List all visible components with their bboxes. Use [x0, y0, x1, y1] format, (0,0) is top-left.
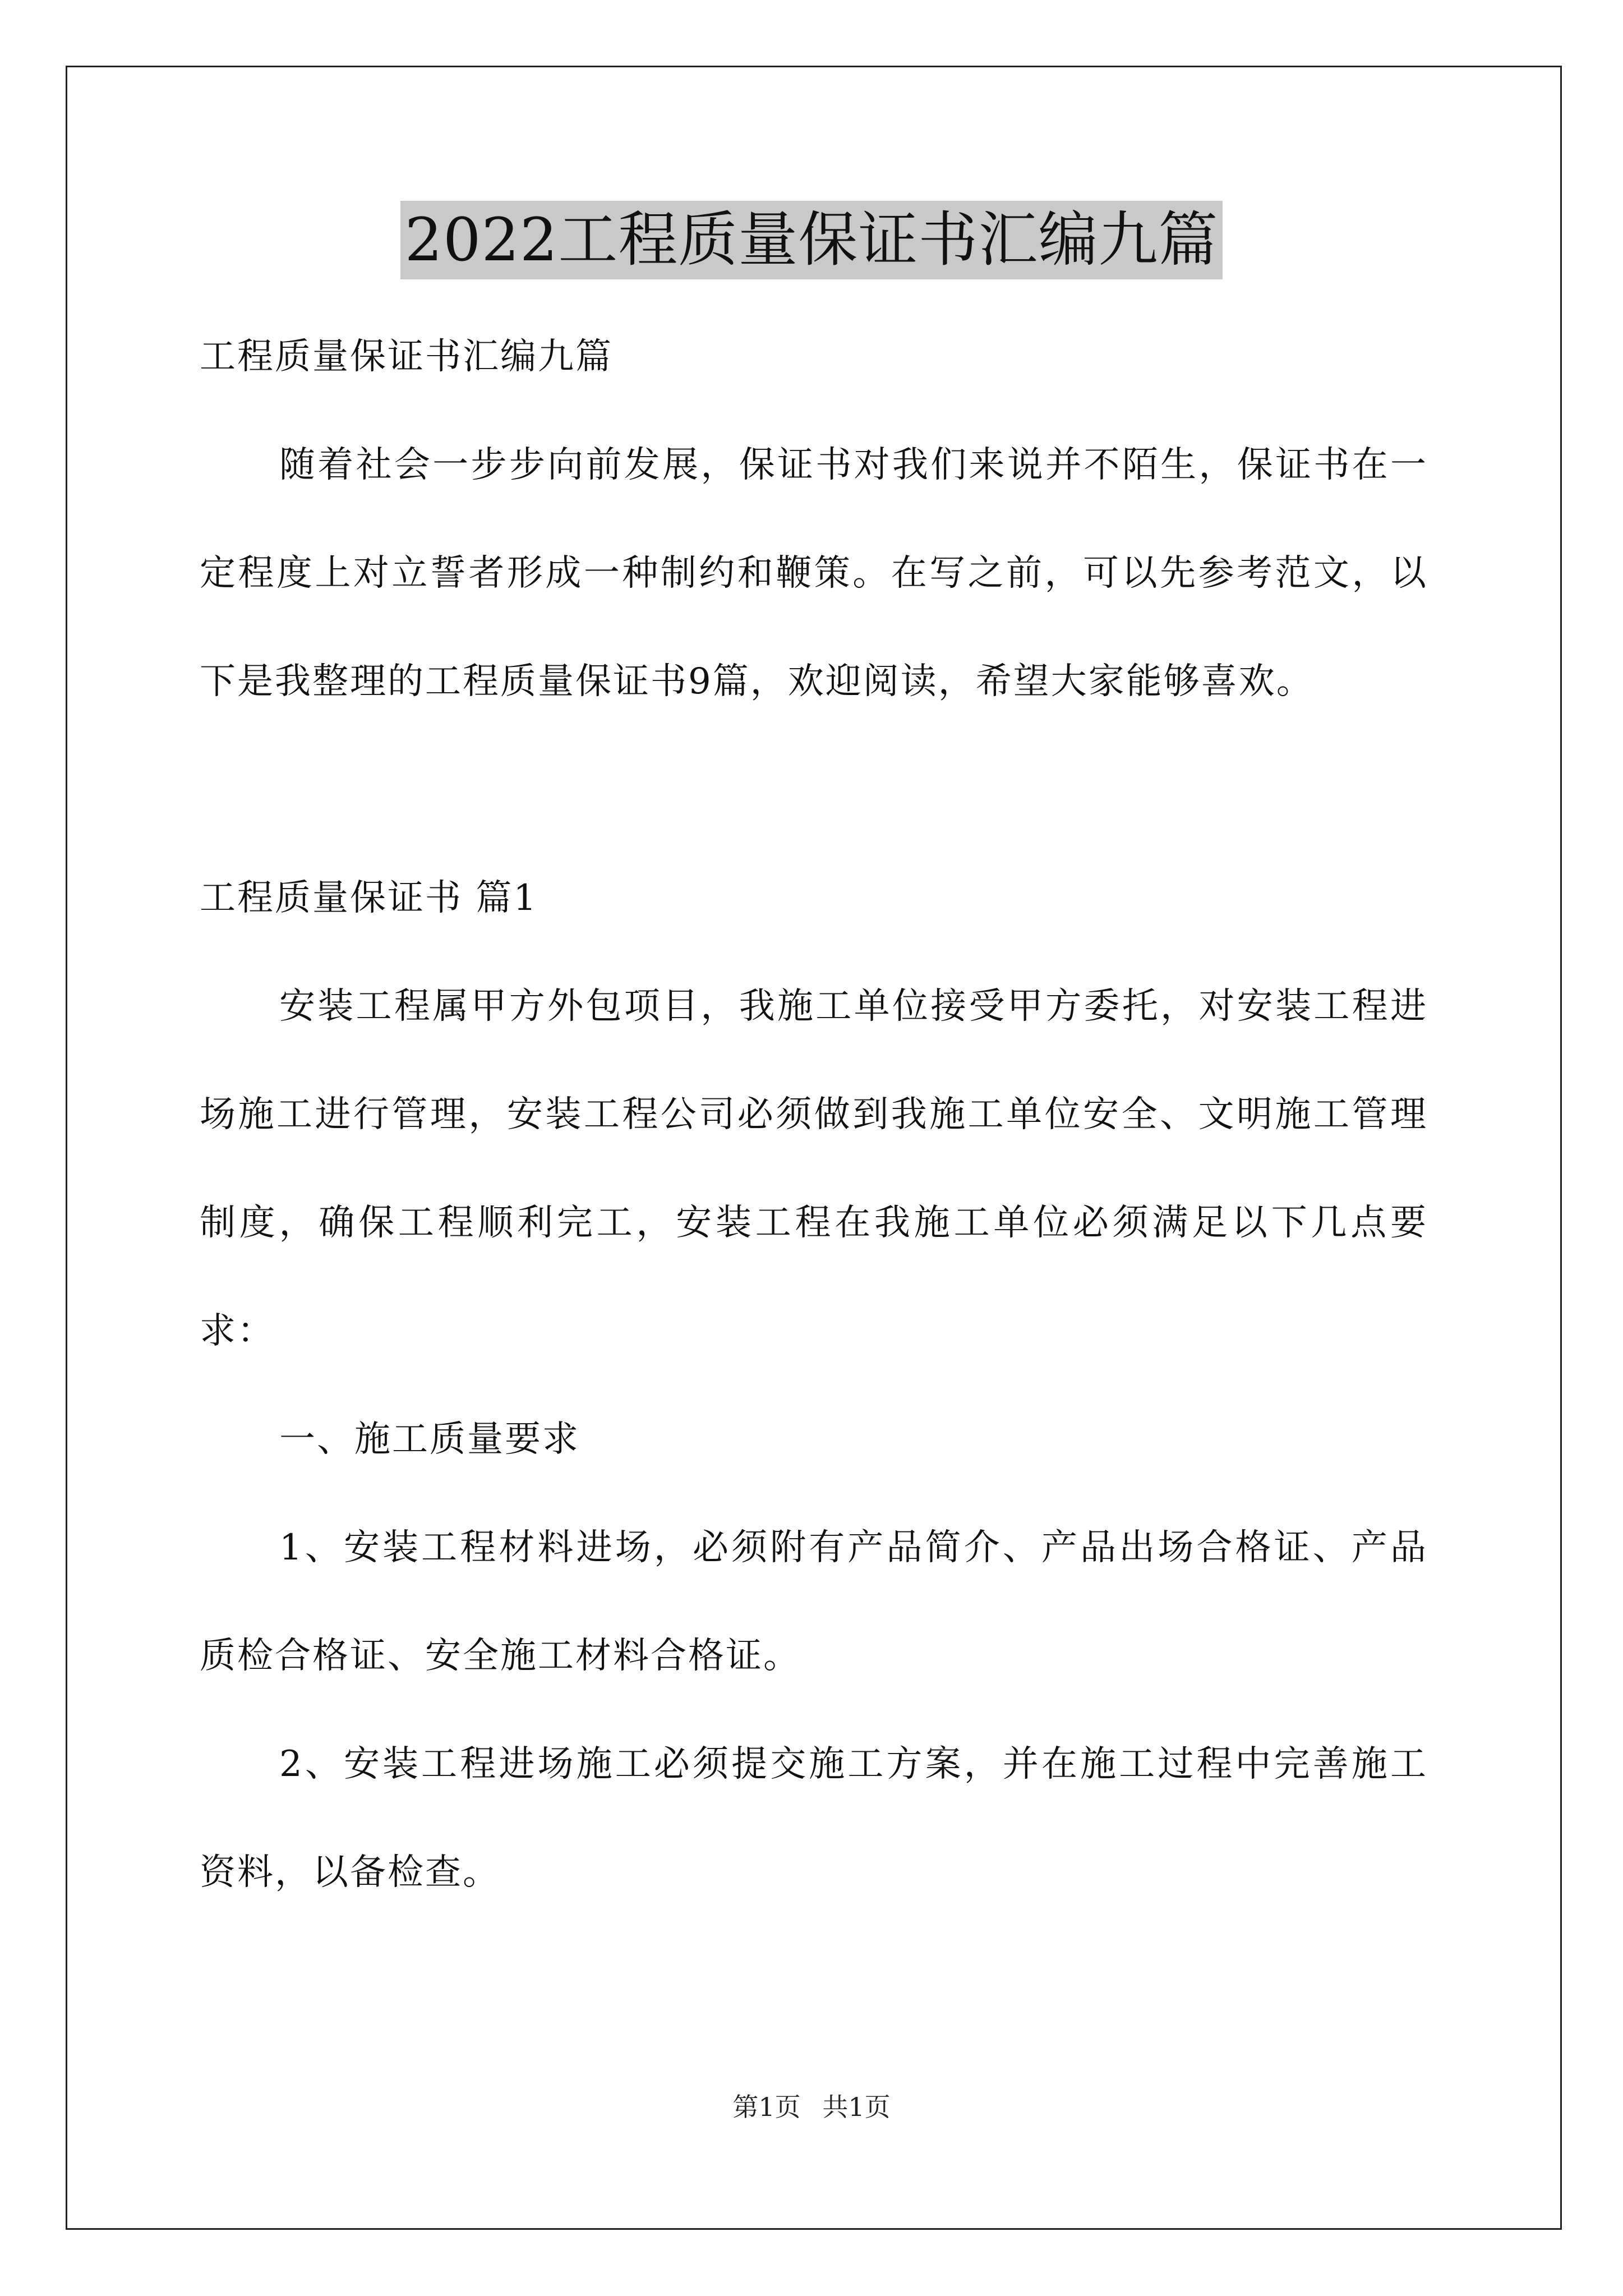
page-number: 第1页	[732, 2092, 801, 2122]
document-subtitle: 工程质量保证书汇编九篇	[200, 336, 613, 378]
page-total: 共1页	[822, 2092, 891, 2122]
document-body	[200, 303, 1428, 1927]
page-footer	[0, 2090, 1623, 2124]
section-heading: 工程质量保证书 篇1	[200, 877, 538, 919]
sub-heading: 一、施工质量要求	[279, 1419, 580, 1460]
document-title: 2022工程质量保证书汇编九篇	[400, 201, 1223, 279]
spacer	[200, 736, 1428, 844]
list-item: 1、安装工程材料进场，必须附有产品简介、产品出场合格证、产品质检合格证、安全施工材料合格证。	[200, 1527, 1428, 1677]
intro-paragraph: 随着社会一步步向前发展，保证书对我们来说并不陌生，保证书在一定程度上对立誓者形成一种制约和鞭策。在写之前，可以先参考范文，以下是我整理的工程质量保证书9篇，欢迎阅读，希望大家能够喜欢。	[200, 444, 1428, 702]
title-container	[0, 201, 1623, 279]
list-item: 2、安装工程进场施工必须提交施工方案，并在施工过程中完善施工资料，以备检查。	[200, 1743, 1428, 1893]
body-paragraph: 安装工程属甲方外包项目，我施工单位接受甲方委托，对安装工程进场施工进行管理，安装工程公司必须做到我施工单位安全、文明施工管理制度，确保工程顺利完工，安装工程在我施工单位必须满足以下几点要求：	[200, 986, 1428, 1352]
